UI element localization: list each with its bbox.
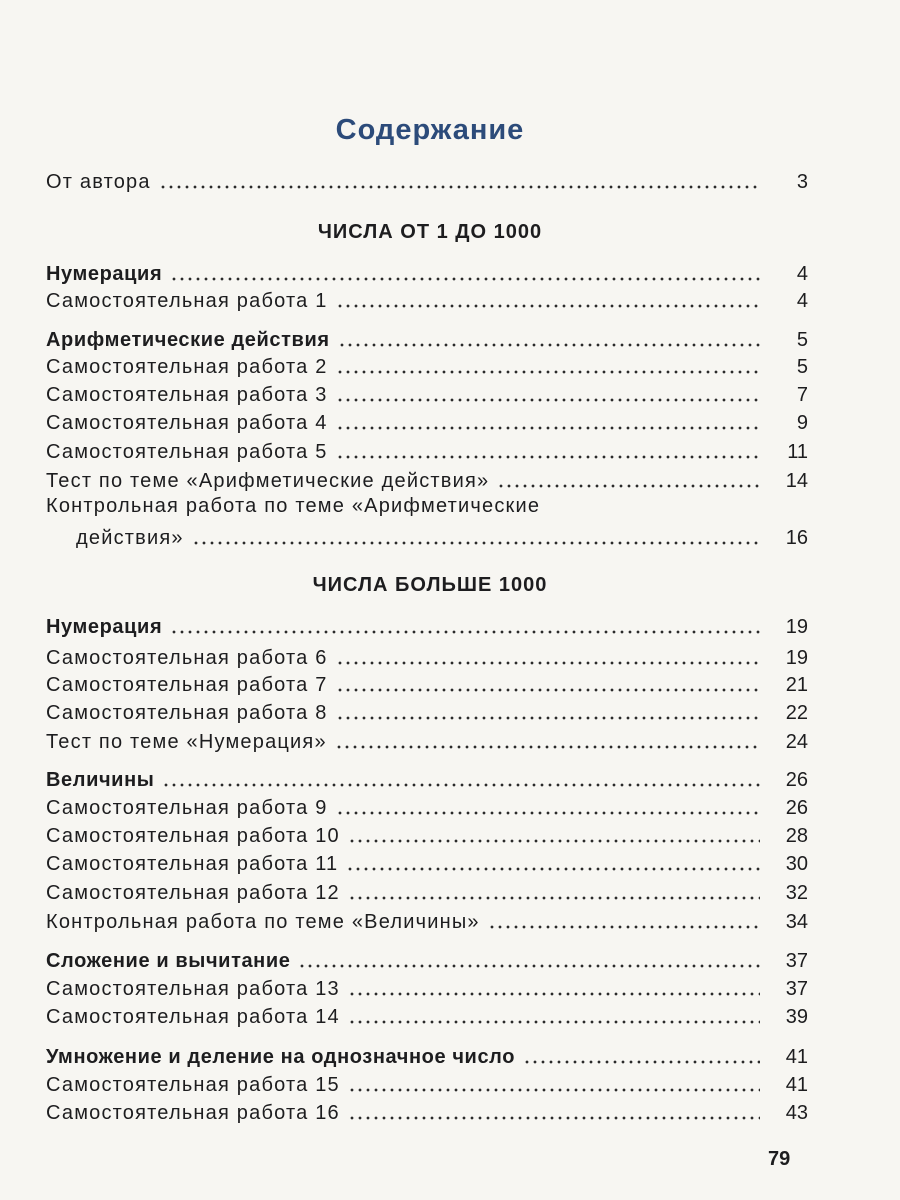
toc-entry [46, 1069, 808, 1097]
dot-leader [348, 1088, 760, 1092]
toc-entry-page: 19 [785, 647, 808, 669]
toc-entry-page: 30 [785, 853, 808, 875]
toc-entry [46, 877, 808, 905]
toc-entry-label: Самостоятельная работа 14 [46, 1006, 340, 1028]
toc-entry [46, 848, 808, 876]
dot-leader [488, 925, 760, 929]
toc-entry-page: 24 [785, 731, 808, 753]
toc-entry-label: Тест по теме «Арифметические действия» [46, 470, 490, 492]
toc-entry-page: 14 [785, 470, 808, 492]
toc-entry-page: 21 [785, 674, 808, 696]
toc-entry-page: 37 [785, 978, 808, 1000]
toc-entry-label: Сложение и вычитание [46, 950, 291, 972]
toc-entry-page: 4 [796, 290, 808, 312]
toc-entry [46, 351, 808, 379]
toc-entry [46, 820, 808, 848]
section-heading-1: ЧИСЛА ОТ 1 ДО 1000 [317, 221, 543, 243]
dot-leader [336, 426, 760, 430]
toc-entry-label: Самостоятельная работа 15 [46, 1074, 340, 1096]
dot-leader [336, 370, 760, 374]
toc-entry-label: Самостоятельная работа 8 [46, 702, 328, 724]
toc-entry [46, 792, 808, 820]
dot-leader [159, 185, 760, 189]
toc-chapter-entry [46, 258, 808, 286]
toc-entry-page: 34 [785, 911, 808, 933]
dot-leader [336, 661, 760, 665]
toc-entry [46, 285, 808, 313]
dot-leader [335, 745, 760, 749]
toc-entry-label: Тест по теме «Нумерация» [46, 731, 327, 753]
dot-leader [336, 398, 760, 402]
toc-chapter-entry [46, 324, 808, 352]
toc-entry-page: 39 [785, 1006, 808, 1028]
toc-entry-page: 41 [785, 1074, 808, 1096]
toc-entry-label: Самостоятельная работа 5 [46, 441, 328, 463]
toc-entry [46, 726, 808, 754]
toc-entry-page: 22 [785, 702, 808, 724]
dot-leader [336, 455, 760, 459]
toc-entry-page: 41 [785, 1046, 808, 1068]
toc-entry-label: Самостоятельная работа 9 [46, 797, 328, 819]
dot-leader [523, 1060, 760, 1064]
section-heading-2: ЧИСЛА БОЛЬШЕ 1000 [312, 574, 548, 596]
toc-entry-page: 4 [796, 263, 808, 285]
toc-entry-label: Самостоятельная работа 10 [46, 825, 340, 847]
toc-entry [46, 906, 808, 934]
toc-entry [46, 697, 808, 725]
toc-chapter-entry [46, 764, 808, 792]
dot-leader [162, 783, 760, 787]
toc-entry [46, 1001, 808, 1029]
toc-entry-page: 5 [796, 356, 808, 378]
toc-entry [46, 973, 808, 1001]
toc-entry [46, 1097, 808, 1125]
toc-entry-page: 19 [785, 616, 808, 638]
dot-leader [192, 541, 760, 545]
toc-entry-label: Нумерация [46, 616, 163, 638]
dot-leader [348, 839, 760, 843]
toc-entry-label: Умножение и деление на однозначное число [46, 1046, 516, 1068]
dot-leader [298, 964, 760, 968]
toc-entry-label: Самостоятельная работа 6 [46, 647, 328, 669]
toc-entry-page: 5 [796, 329, 808, 351]
toc-entry-page: 28 [785, 825, 808, 847]
dot-leader [336, 811, 760, 815]
dot-leader [336, 716, 760, 720]
toc-chapter-entry [46, 1041, 808, 1069]
toc-entry-page: 3 [796, 171, 808, 193]
toc-entry-label: Нумерация [46, 263, 163, 285]
toc-entry-label: Самостоятельная работа 2 [46, 356, 328, 378]
toc-entry-label: Самостоятельная работа 11 [46, 853, 339, 875]
toc-entry-label: Контрольная работа по теме «Величины» [46, 911, 480, 933]
toc-entry-page: 43 [785, 1102, 808, 1124]
toc-entry-control-work-line1: Контрольная работа по теме «Арифметические [46, 495, 541, 517]
toc-entry [46, 669, 808, 697]
toc-entry-label: Самостоятельная работа 13 [46, 978, 340, 1000]
toc-entry-label: Арифметические действия [46, 329, 330, 351]
dot-leader [170, 277, 760, 281]
dot-leader [336, 688, 760, 692]
toc-entry [46, 465, 808, 493]
toc-entry-label: Самостоятельная работа 4 [46, 412, 328, 434]
toc-entry-page: 37 [785, 950, 808, 972]
toc-entry [46, 436, 808, 464]
toc-entry-page: 11 [787, 441, 808, 463]
dot-leader [348, 992, 760, 996]
toc-entry-page: 16 [785, 527, 808, 549]
dot-leader [348, 896, 760, 900]
toc-entry-page: 9 [796, 412, 808, 434]
toc-chapter-entry [46, 611, 808, 639]
toc-entry-label: Самостоятельная работа 1 [46, 290, 328, 312]
toc-entry-label: От автора [46, 171, 151, 193]
toc-entry-page: 26 [785, 797, 808, 819]
dot-leader [348, 1020, 760, 1024]
dot-leader [170, 630, 760, 634]
toc-entry-label: Самостоятельная работа 12 [46, 882, 340, 904]
toc-entry-label: Самостоятельная работа 7 [46, 674, 328, 696]
toc-chapter-entry [46, 945, 808, 973]
page-title: Содержание [335, 114, 525, 146]
toc-entry-control-work [76, 522, 808, 550]
toc-entry-from-author [46, 166, 808, 194]
toc-entry-label: Самостоятельная работа 3 [46, 384, 328, 406]
dot-leader [346, 867, 760, 871]
toc-entry [46, 407, 808, 435]
dot-leader [348, 1116, 760, 1120]
dot-leader [497, 484, 760, 488]
toc-entry [46, 642, 808, 670]
toc-entry-page: 7 [796, 384, 808, 406]
dot-leader [338, 343, 760, 347]
page-number: 79 [768, 1148, 791, 1170]
toc-entry [46, 379, 808, 407]
dot-leader [336, 304, 760, 308]
toc-entry-page: 26 [785, 769, 808, 791]
toc-entry-label: действия» [76, 527, 184, 549]
toc-entry-page: 32 [785, 882, 808, 904]
toc-entry-label: Самостоятельная работа 16 [46, 1102, 340, 1124]
toc-entry-label: Величины [46, 769, 155, 791]
